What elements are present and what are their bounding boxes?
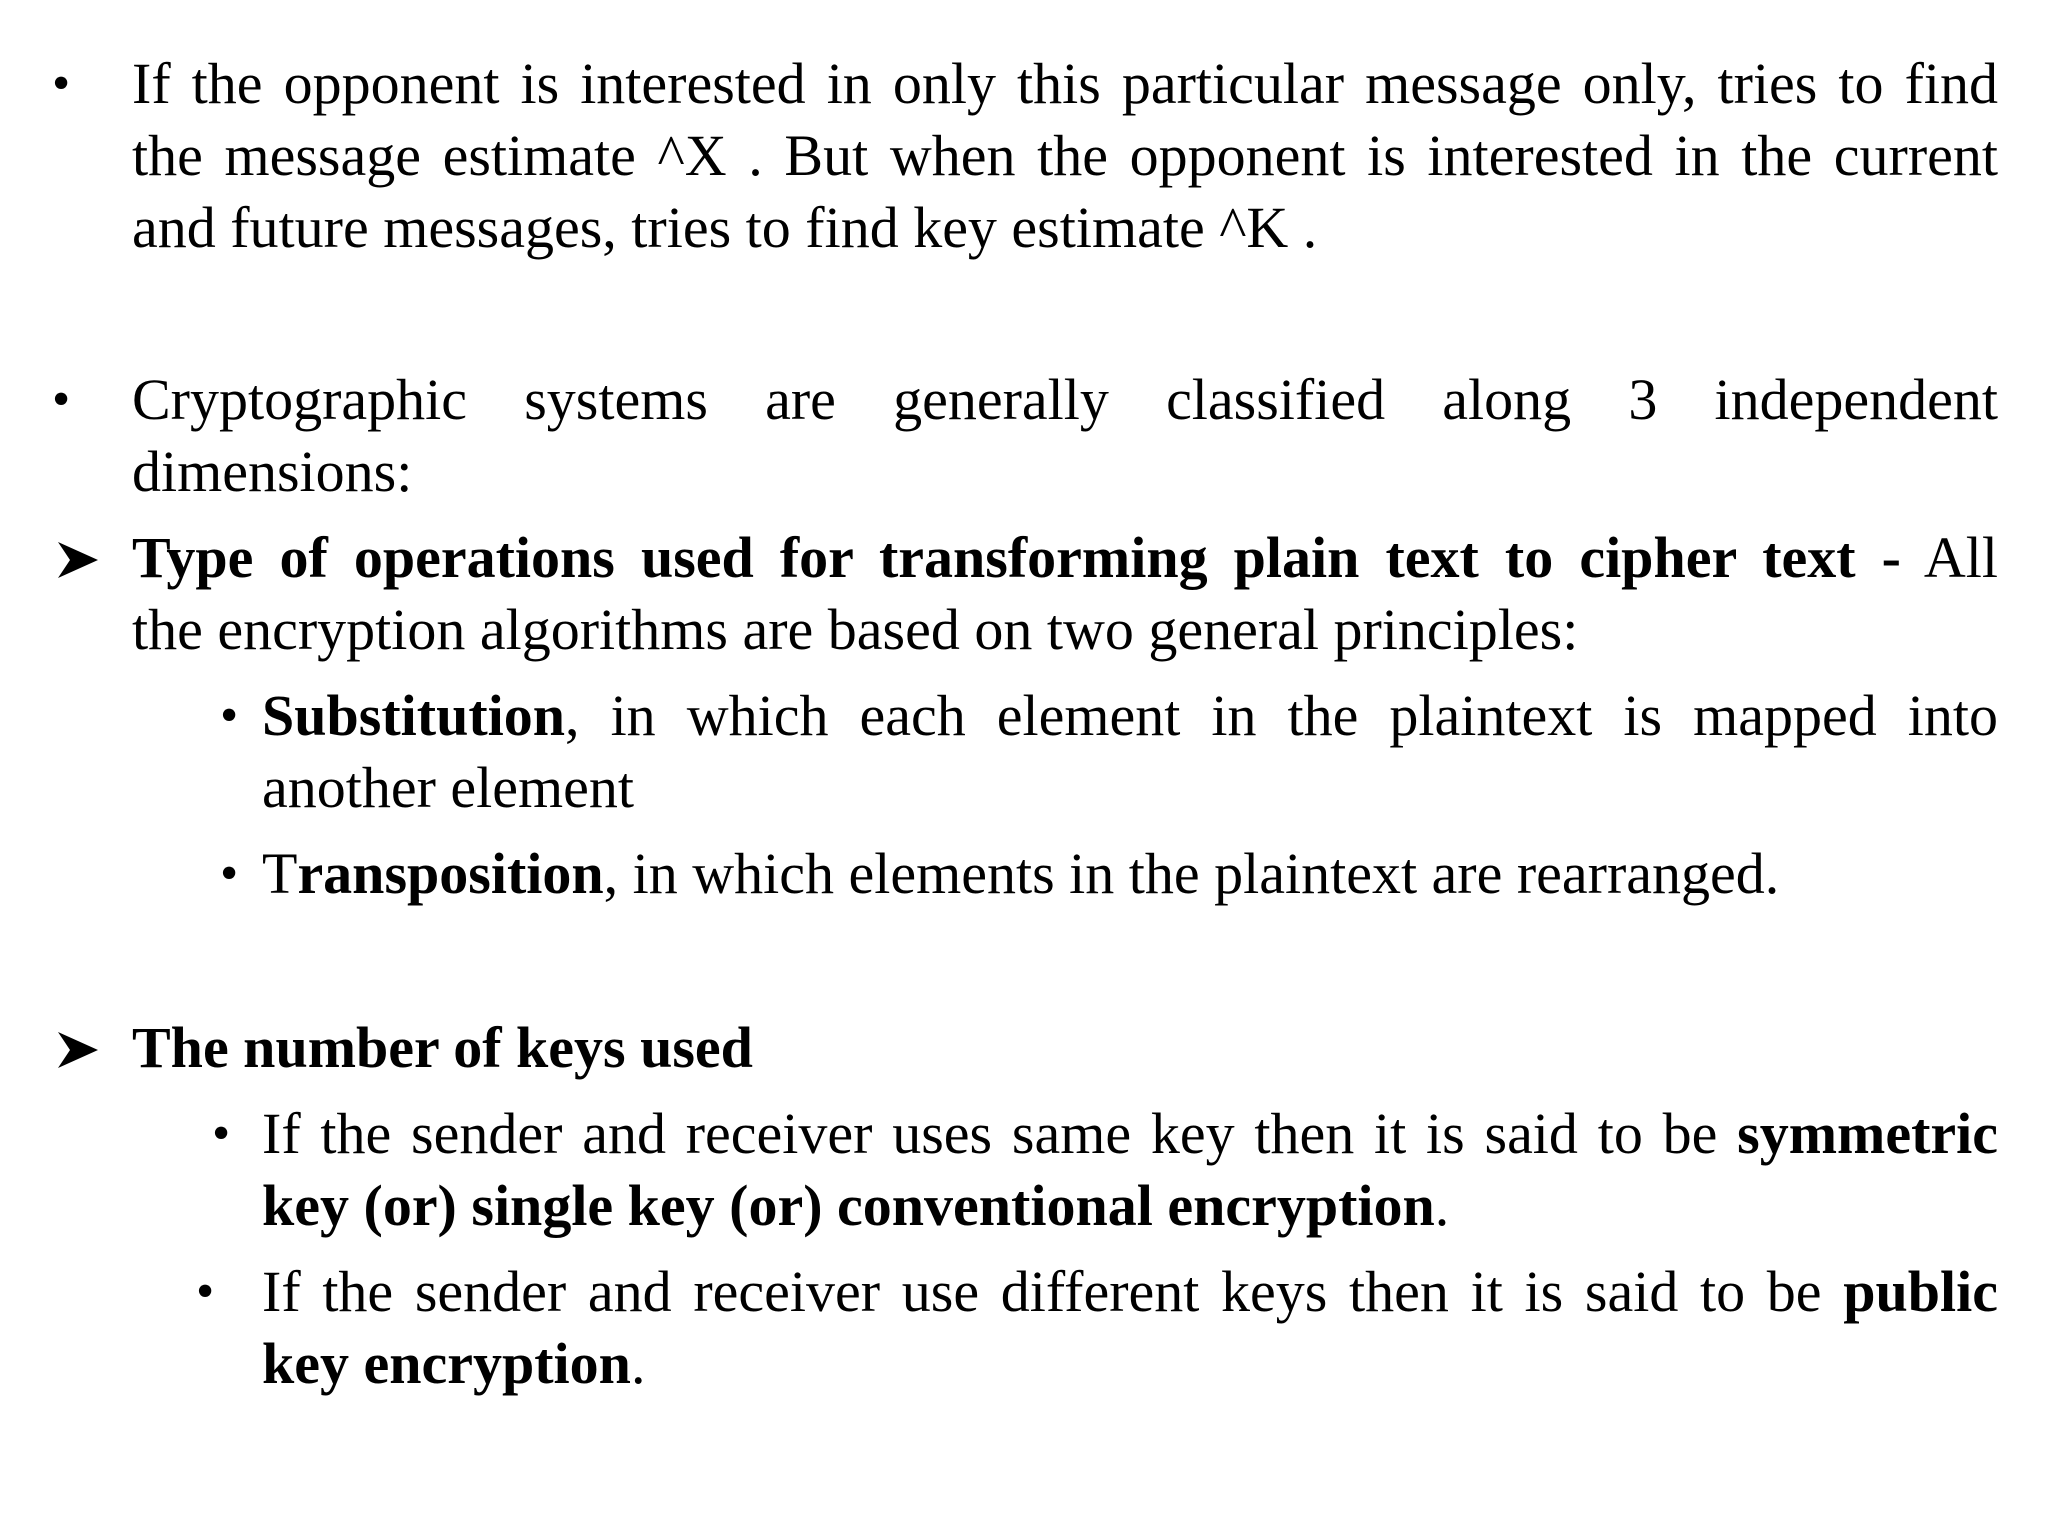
bullet-dot: •: [196, 1263, 215, 1320]
text-line: [262, 1170, 1998, 1242]
text-line: [262, 1098, 1998, 1170]
heading-line: [132, 522, 1998, 594]
text-line: dimensions:: [132, 439, 413, 504]
term-transposition: ransposition: [297, 841, 604, 906]
text-line: [262, 1328, 1998, 1400]
text-line: the message estimate ^X . But when the opponent is interested in the current: [132, 123, 1998, 188]
section-keys: [132, 1012, 1998, 1084]
term-symmetric: symmetric: [1737, 1101, 1998, 1166]
text-line: another element: [262, 755, 634, 820]
text-rest: , in which each element in the plaintext is mapped into: [565, 683, 1998, 748]
term-conventional: key (or) single key (or) conventional encryption: [262, 1173, 1435, 1238]
term-public-key: key encryption: [262, 1331, 631, 1396]
section-heading: The number of keys used: [132, 1015, 753, 1080]
bullet-dot: •: [212, 1105, 231, 1162]
text-line: [262, 838, 1998, 910]
section-operations: [132, 522, 1998, 666]
subitem-substitution: [262, 680, 1998, 824]
subitem-transposition: [262, 838, 1998, 910]
text-lead: If the sender and receiver use different keys then it is said to be: [262, 1259, 1844, 1324]
bullet-dot: •: [220, 845, 239, 902]
section-heading: Type of operations used for transforming plain text to cipher text -: [132, 525, 1901, 590]
text-line: If the opponent is interested in only this particular message only, tries to find: [132, 51, 1998, 116]
text-rest: .: [1434, 1173, 1450, 1238]
bullet-dot: •: [220, 687, 239, 744]
text-line: the encryption algorithms are based on two general principles:: [132, 597, 1579, 662]
text-line: [262, 680, 1998, 752]
text-line: and future messages, tries to find key estimate ^K .: [132, 195, 1318, 260]
arrow-bullet-icon: [56, 1012, 114, 1084]
heading-tail: All: [1901, 525, 1998, 590]
term-substitution: Substitution: [262, 683, 566, 748]
term-public: public: [1843, 1259, 1998, 1324]
bullet-dot: •: [52, 55, 71, 112]
arrow-bullet-icon: [56, 522, 114, 594]
text-rest: , in which elements in the plaintext are rearranged.: [603, 841, 1780, 906]
bullet-dot: •: [52, 371, 71, 428]
text-line: Cryptographic systems are generally classified along 3 independent: [132, 367, 1998, 432]
paragraph-classification: [132, 364, 1998, 508]
text-lead: T: [262, 841, 298, 906]
text-line: [262, 1256, 1998, 1328]
text-rest: .: [630, 1331, 646, 1396]
subitem-symmetric: [262, 1098, 1998, 1242]
text-lead: If the sender and receiver uses same key then it is said to be: [262, 1101, 1738, 1166]
subitem-public: [262, 1256, 1998, 1400]
paragraph-opponent: [132, 48, 1998, 264]
